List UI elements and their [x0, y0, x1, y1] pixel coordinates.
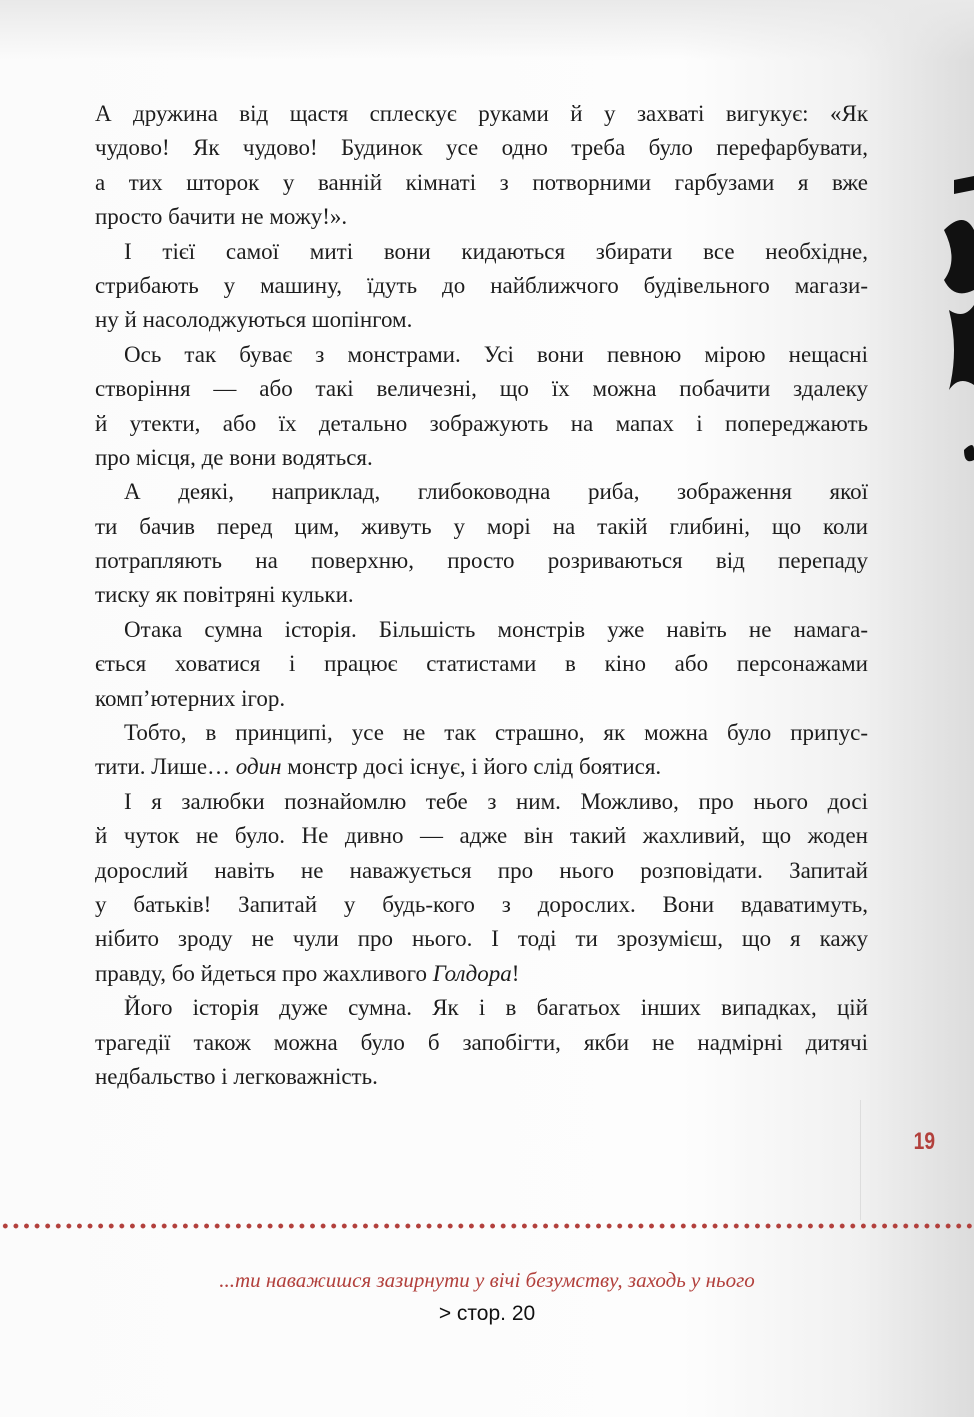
text-line — [95, 200, 868, 234]
text-segment: й чуток не було. Не дивно — адже він такий жахливий, що жоден — [95, 823, 868, 849]
text-line — [95, 957, 868, 991]
text-line — [95, 303, 868, 337]
text-line — [95, 166, 868, 200]
text-line — [95, 510, 868, 544]
text-segment: Тобто, в принципі, усе не так страшно, як можна було припус- — [124, 720, 868, 746]
text-segment: нібито зроду не чули про нього. І тоді ти зрозумієш, що я кажу — [95, 926, 868, 952]
text-segment: дорослий навіть не наважується про нього розповідати. Запитай — [95, 857, 868, 883]
text-segment: ! — [511, 960, 520, 986]
page-number: 19 — [913, 1128, 936, 1155]
text-line — [95, 544, 868, 578]
text-segment: А деякі, наприклад, глибоководна риба, зображення якої — [124, 479, 868, 505]
dotted-divider — [0, 1222, 974, 1230]
goto-page-link[interactable]: > стор. 20 — [438, 1302, 536, 1325]
ornament-decoration — [924, 170, 974, 470]
text-line — [95, 922, 868, 956]
text-line — [95, 647, 868, 681]
body-text — [95, 97, 868, 1094]
text-segment: про місця, де вони водяться. — [95, 444, 373, 470]
italic-text: Голдора — [432, 960, 512, 986]
text-line — [95, 991, 868, 1025]
text-segment: ється ховатися і працює статистами в кіно або персонажами — [95, 651, 868, 677]
text-line — [95, 716, 868, 750]
text-segment: Його історія дуже сумна. Як і в багатьох інших випадках, цій — [124, 995, 868, 1021]
text-segment: Отака сумна історія. Більшість монстрів уже навіть не намага- — [124, 616, 868, 642]
text-segment: потрапляють на поверхню, просто розриваються від перепаду — [95, 548, 868, 574]
text-segment: недбальство і легковажність. — [95, 1063, 378, 1089]
text-line — [95, 819, 868, 853]
text-line — [95, 441, 868, 475]
text-line — [95, 854, 868, 888]
text-segment: правду, бо йдеться про жахливого — [95, 960, 433, 986]
footer-teaser: ...ти наважишся зазирнути у вічі безумству, заходь у нього — [219, 1268, 755, 1292]
text-segment: комп’ютерних ігор. — [95, 685, 286, 711]
text-segment: у батьків! Запитай у будь-кого з дорослих. Вони вдаватимуть, — [95, 891, 868, 917]
text-line — [95, 785, 868, 819]
text-line — [95, 578, 868, 612]
text-line — [95, 1060, 868, 1094]
text-segment: І тієї самої миті вони кидаються збирати все необхідне, — [124, 238, 868, 264]
text-line — [95, 475, 868, 509]
text-segment: стрибають у машину, їдуть до найближчого будівельного магази- — [95, 272, 868, 298]
text-line — [95, 1026, 868, 1060]
text-line — [95, 682, 868, 716]
text-segment: І я залюбки познайомлю тебе з ним. Можливо, про нього досі — [124, 788, 868, 814]
text-line — [95, 235, 868, 269]
text-segment: створіння — або такі величезні, що їх можна побачити здалеку — [95, 376, 868, 402]
text-segment: тити. Лише… — [95, 754, 236, 780]
text-line — [95, 131, 868, 165]
page-texture — [0, 0, 974, 60]
text-line — [95, 372, 868, 406]
text-segment: тиску як повітряні кульки. — [95, 582, 354, 608]
text-segment: трагедії також можна було б запобігти, якби не надмірні дитячі — [95, 1029, 868, 1055]
text-segment: Ось так буває з монстрами. Усі вони певною мірою нещасні — [124, 341, 868, 367]
text-segment: а тих шторок у ванній кімнаті з потворними гарбузами я вже — [95, 169, 868, 195]
text-line — [95, 269, 868, 303]
text-segment: просто бачити не можу!». — [95, 204, 348, 230]
text-segment: монстр досі існує, і його слід боятися. — [281, 754, 662, 780]
italic-text: один — [235, 754, 282, 780]
text-line — [95, 407, 868, 441]
text-segment: ти бачив перед цим, живуть у морі на такій глибині, що коли — [95, 513, 868, 539]
text-line — [95, 613, 868, 647]
text-line — [95, 97, 868, 131]
text-segment: чудово! Як чудово! Будинок усе одно треба було перефарбувати, — [95, 135, 868, 161]
text-segment: А дружина від щастя сплескує руками й у захваті вигукує: «Як — [95, 101, 868, 126]
text-segment: й утекти, або їх детально зображують на мапах і попереджають — [95, 410, 868, 436]
decorative-line — [860, 1100, 861, 1220]
text-line — [95, 338, 868, 372]
text-line — [95, 750, 868, 784]
text-line — [95, 888, 868, 922]
text-segment: ну й насолоджуються шопінгом. — [95, 307, 413, 333]
